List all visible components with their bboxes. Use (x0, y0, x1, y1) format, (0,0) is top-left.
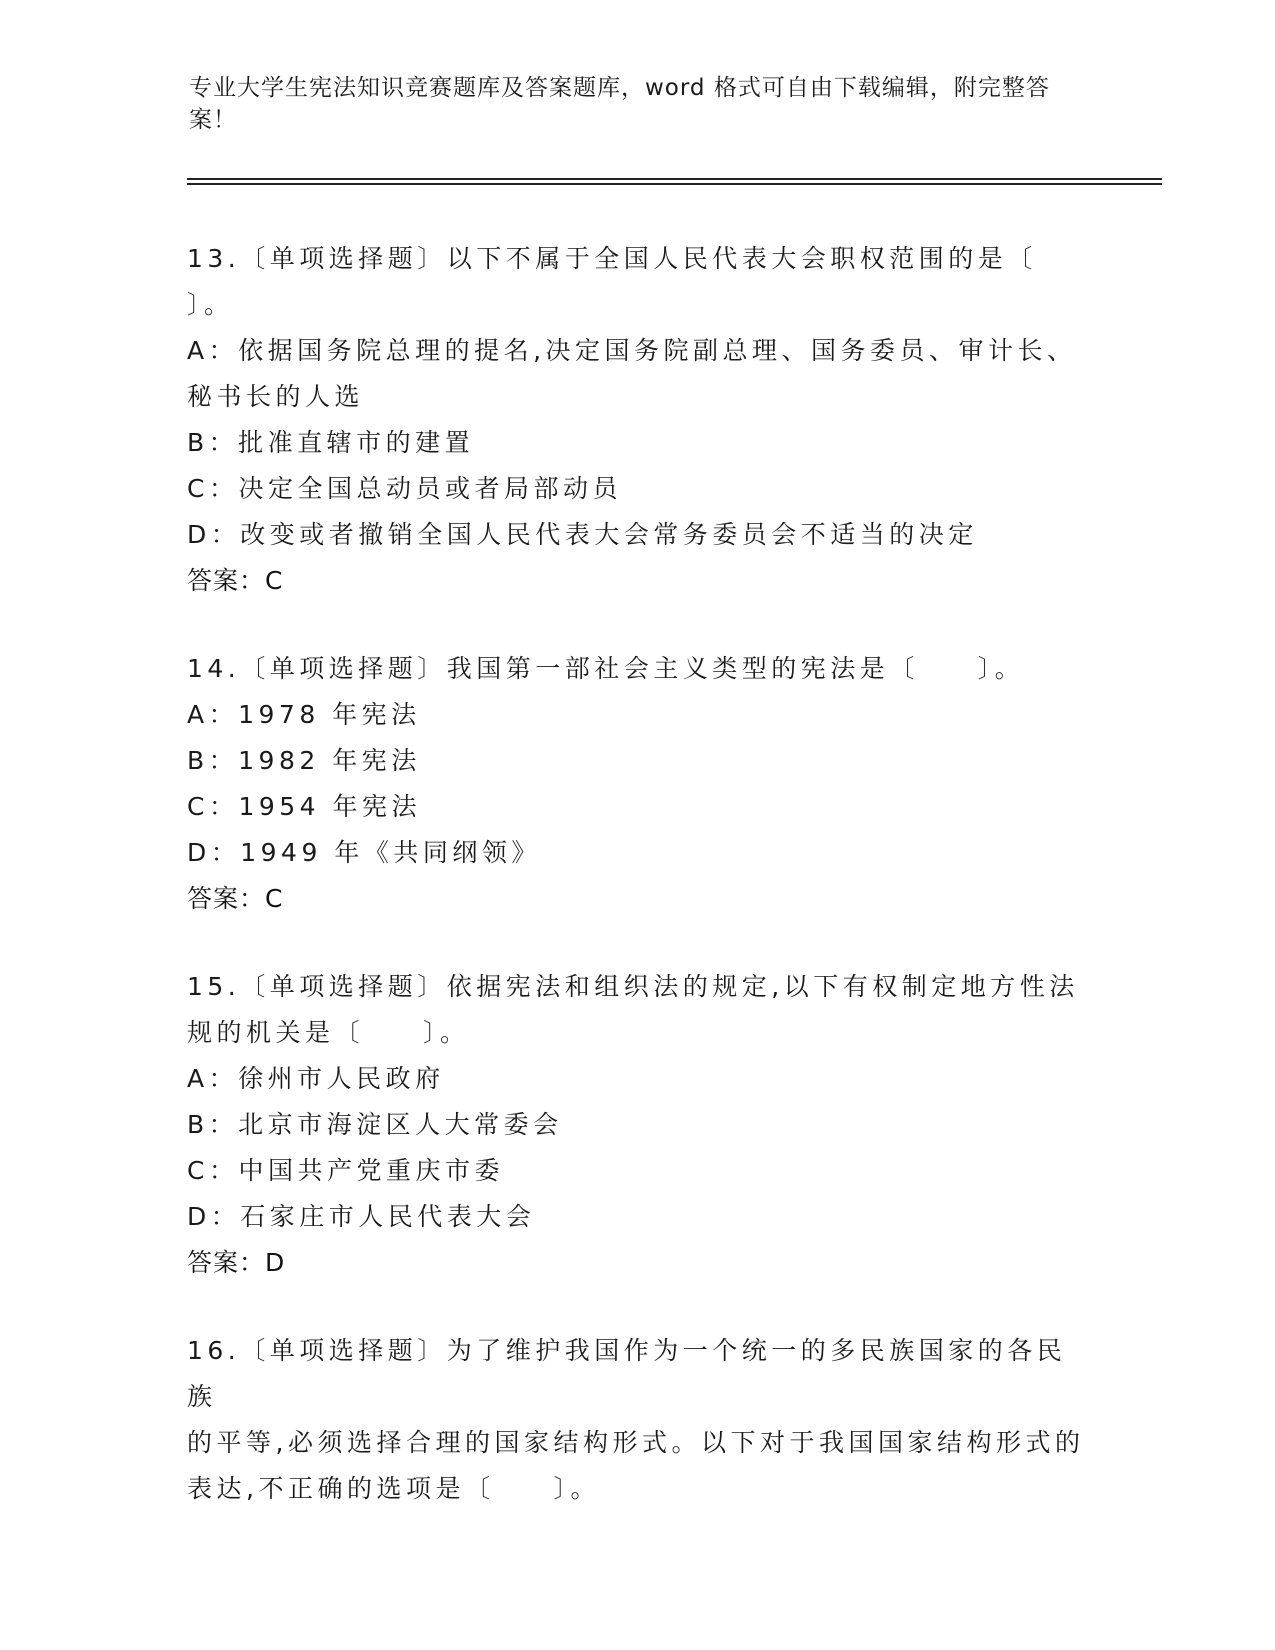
question-stem: 规的机关是〔 〕。 (187, 1018, 470, 1047)
option-c: C：决定全国总动员或者局部动员 (187, 474, 622, 503)
header-divider (187, 178, 1162, 180)
question-stem: 的平等,必须选择合理的国家结构形式。以下对于我国国家结构形式的 (187, 1428, 1085, 1457)
option-b: B：北京市海淀区人大常委会 (187, 1110, 563, 1139)
question-stem: 14.〔单项选择题〕我国第一部社会主义类型的宪法是〔 〕。 (187, 654, 1025, 683)
option-b: B：1982 年宪法 (187, 746, 421, 775)
question-15 (187, 964, 1087, 1286)
header-divider (187, 183, 1162, 185)
question-16 (187, 1328, 1087, 1512)
option-d: D：1949 年《共同纲领》 (187, 838, 541, 867)
option-d: D：改变或者撤销全国人民代表大会常务委员会不适当的决定 (187, 520, 978, 549)
question-stem: 15.〔单项选择题〕依据宪法和组织法的规定,以下有权制定地方性法 (187, 972, 1079, 1001)
question-stem: 13.〔单项选择题〕以下不属于全国人民代表大会职权范围的是〔 (187, 244, 1037, 273)
option-c: C：1954 年宪法 (187, 792, 422, 821)
header-intro-line: 案！ (189, 107, 237, 133)
question-list (187, 236, 1087, 1554)
question-13 (187, 236, 1087, 604)
option-d: D：石家庄市人民代表大会 (187, 1202, 536, 1231)
option-c: C：中国共产党重庆市委 (187, 1156, 504, 1185)
option-a: A：依据国务院总理的提名,决定国务院副总理、国务委员、审计长、 (187, 336, 1077, 365)
option-b: B：批准直辖市的建置 (187, 428, 475, 457)
question-14 (187, 646, 1087, 922)
option-a-continued: 秘书长的人选 (187, 382, 365, 411)
answer-label: 答案：D (187, 1248, 286, 1277)
question-stem: 〕。 (187, 290, 234, 319)
answer-label: 答案：C (187, 566, 284, 595)
header-intro-line: 专业大学生宪法知识竞赛题库及答案题库，word 格式可自由下载编辑，附完整答 (189, 75, 1050, 101)
question-stem: 16.〔单项选择题〕为了维护我国作为一个统一的多民族国家的各民族 (187, 1336, 1067, 1411)
question-stem: 表达,不正确的选项是〔 〕。 (187, 1474, 600, 1503)
answer-label: 答案：C (187, 884, 284, 913)
option-a: A：徐州市人民政府 (187, 1064, 445, 1093)
document-header (189, 72, 1069, 136)
option-a: A：1978 年宪法 (187, 700, 421, 729)
